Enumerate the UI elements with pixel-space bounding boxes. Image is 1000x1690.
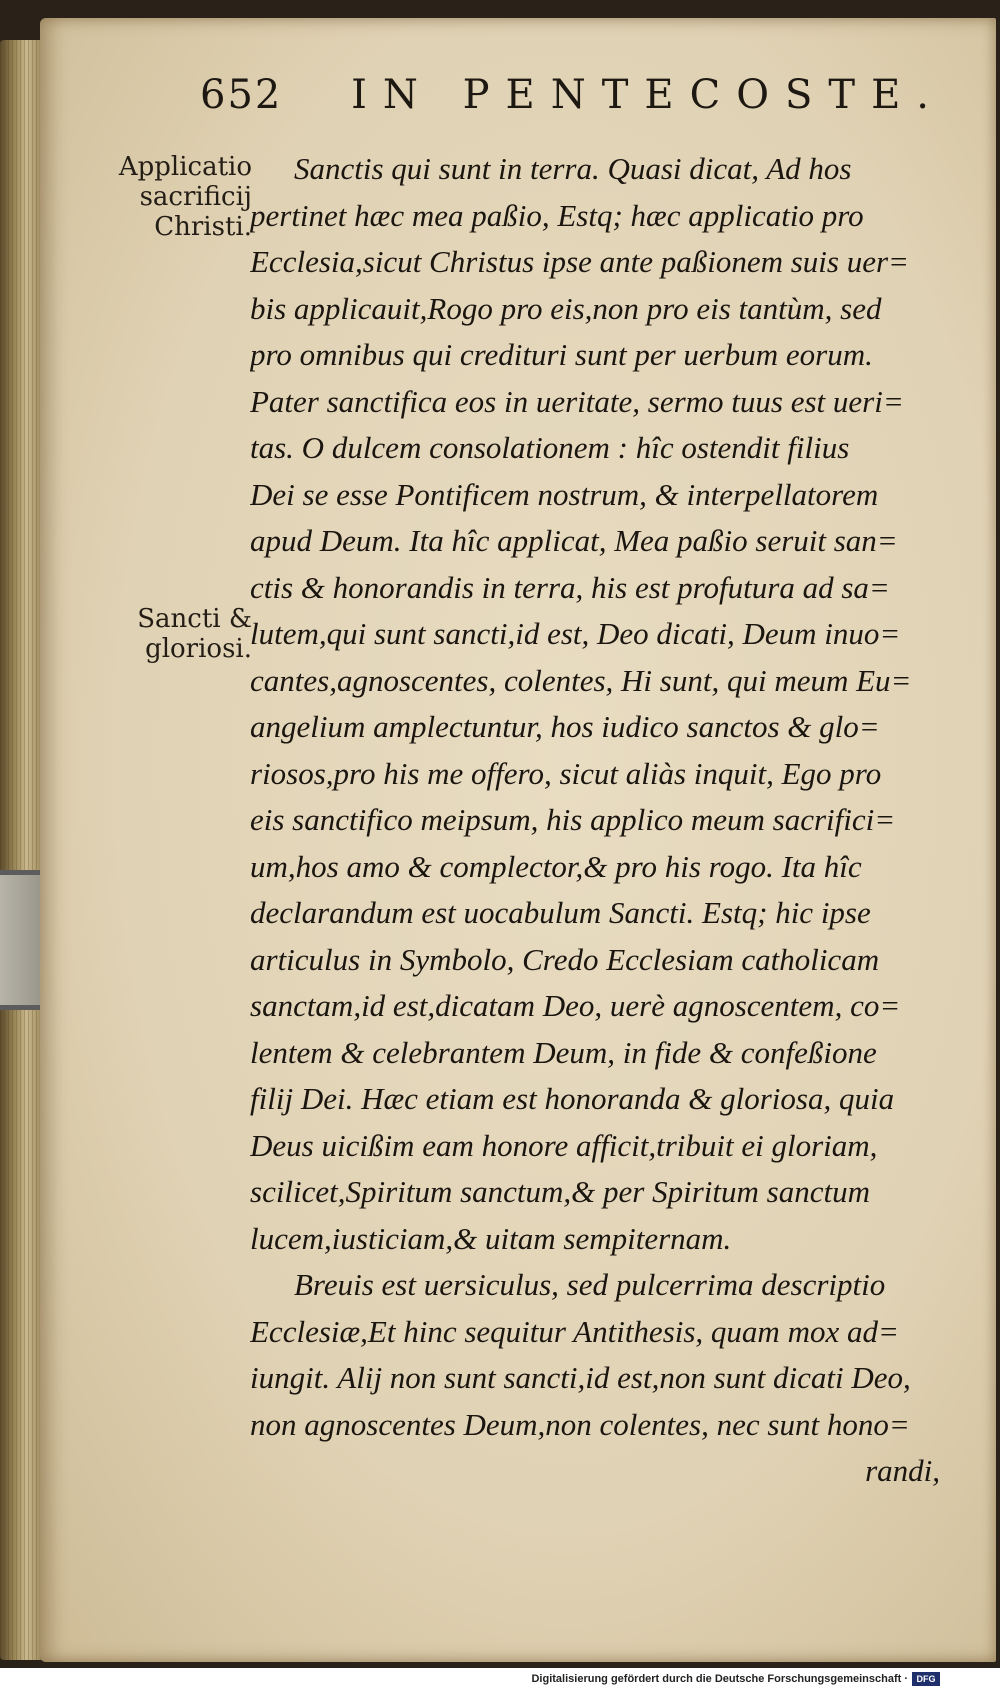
text-line: Sanctis qui sunt in terra. Quasi dicat, Ad hos [294,151,852,186]
text-line: Ecclesia,sicut Christus ipse ante paßionem suis uer= [250,244,909,279]
digitization-credit: Digitalisierung gefördert durch die Deutsche Forschungsgemeinschaft · [531,1673,908,1685]
text-line: articulus in Symbolo, Credo Ecclesiam catholicam [250,941,880,977]
text-line: Deus uicißim eam honore afficit,tribuit ei gloriam, [250,1127,878,1163]
running-header [200,72,945,118]
text-line: non agnoscentes Deum,non colentes, nec sunt hono= [250,1406,910,1442]
text-line: lucem,iusticiam,& uitam sempiternam. [250,1220,732,1256]
text-line: filij Dei. Hæc etiam est honoranda & gloriosa, quia [250,1081,895,1116]
text-line: riosos,pro his me offero, sicut aliàs inquit, Ego pro [250,755,882,791]
text-line: eis sanctifico meipsum, his applico meum sacrifici= [250,802,896,837]
text-line: scilicet,Spiritum sanctum,& per Spiritum sanctum [250,1174,870,1209]
margin-note: Applicatio sacrificij Christi. [118,152,252,242]
text-line: pro omnibus qui credituri sunt per uerbum eorum. [250,337,873,372]
text-line: cantes,agnoscentes, colentes, Hi sunt, qui meum Eu= [250,662,912,698]
text-line: Pater sanctifica eos in ueritate, sermo tuus est ueri= [250,383,904,419]
text-line: lutem,qui sunt sancti,id est, Deo dicati, Deum inuo= [250,616,901,651]
dfg-logo: DFG [912,1672,940,1686]
text-line: um,hos amo & complector,& pro his rogo. Ita hîc [250,848,862,884]
text-block [250,146,940,1495]
running-title: IN PENTECOSTE. [351,72,945,118]
text-line: bis applicauit,Rogo pro eis,non pro eis tantùm, sed [250,290,882,326]
text-line: iungit. Alij non sunt sancti,id est,non sunt dicati Deo, [250,1360,911,1395]
text-line: lentem & celebrantem Deum, in fide & confeßione [250,1034,877,1070]
text-line: Dei se esse Pontificem nostrum, & interpellatorem [250,476,879,512]
page-number: 652 [200,72,283,118]
text-line: ctis & honorandis in terra, his est profutura ad sa= [250,569,890,605]
text-line: tas. O dulcem consolationem : hîc ostendit filius [250,430,850,465]
text-line: Ecclesiæ,Et hinc sequitur Antithesis, quam mox ad= [250,1313,899,1349]
text-line: Breuis est uersiculus, sed pulcerrima descriptio [294,1267,886,1302]
text-line: declarandum est uocabulum Sancti. Estq; hic ipse [250,895,871,930]
text-line: angelium amplectuntur, hos iudico sanctos & glo= [250,709,880,744]
margin-note: Sancti & gloriosi. [137,604,252,664]
text-line: pertinet hæc mea paßio, Estq; hæc applicatio pro [250,197,864,233]
catchword: randi, [865,1453,940,1488]
text-line: apud Deum. Ita hîc applicat, Mea paßio seruit san= [250,523,898,558]
text-line: sanctam,id est,dicatam Deo, uerè agnoscentem, co= [250,988,901,1023]
